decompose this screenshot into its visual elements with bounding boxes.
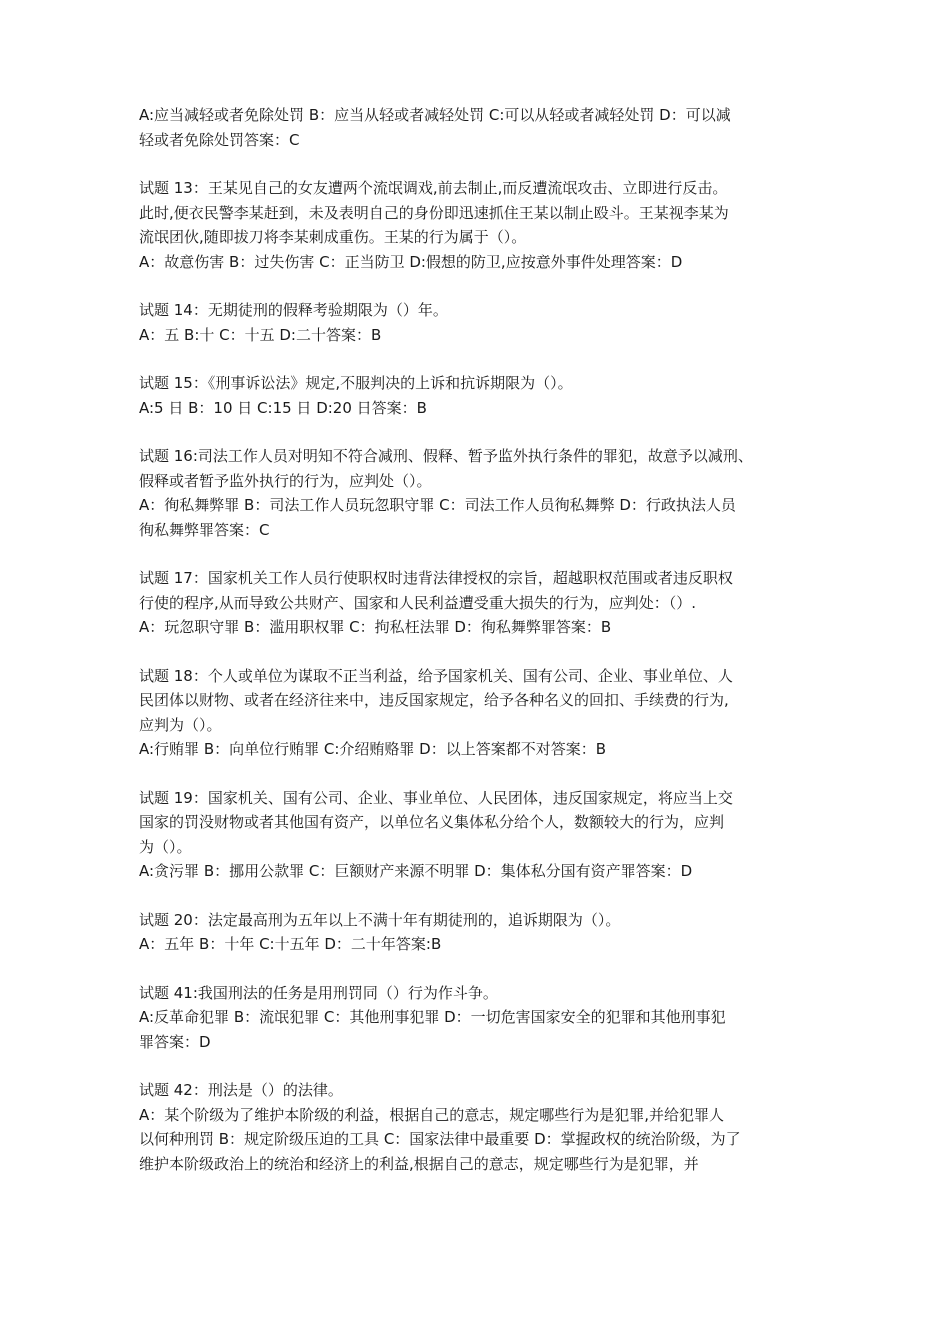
question-block — [139, 176, 839, 274]
text-line: A:反革命犯罪 B：流氓犯罪 C：其他刑事犯罪 D：一切危害国家安全的犯罪和其他刑事犯 — [139, 1008, 726, 1026]
text-line: A：故意伤害 B：过失伤害 C：正当防卫 D:假想的防卫,应按意外事件处理答案：D — [139, 252, 683, 271]
question-block — [139, 566, 839, 640]
question-block — [139, 371, 839, 420]
text-line: 试题 17：国家机关工作人员行使职权时违背法律授权的宗旨，超越职权范围或者违反职权 — [139, 569, 733, 587]
text-line: 罪答案：D — [139, 1032, 211, 1051]
question-block — [139, 664, 839, 762]
question-block — [139, 298, 839, 347]
text-line: A:行贿罪 B：向单位行贿罪 C:介绍贿赂罪 D：以上答案都不对答案：B — [139, 740, 607, 758]
text-line: 试题 42：刑法是（）的法律。 — [139, 1081, 343, 1099]
text-line: 国家的罚没财物或者其他国有资产，以单位名义集体私分给个人，数额较大的行为，应判 — [139, 813, 725, 831]
text-line: A：五 B:十 C：十五 D:二十答案：B — [139, 325, 382, 344]
text-line: 行使的程序,从而导致公共财产、国家和人民利益遭受重大损失的行为，应判处：（）. — [139, 593, 697, 612]
question-block — [139, 981, 839, 1055]
question-block — [139, 908, 839, 957]
text-line: 试题 13：王某见自己的女友遭两个流氓调戏,前去制止,而反遭流氓攻击、立即进行反击。 — [139, 179, 728, 197]
text-line: A:贪污罪 B：挪用公款罪 C：巨额财产来源不明罪 D：集体私分国有资产罪答案：D — [139, 862, 693, 880]
text-line: A：某个阶级为了维护本阶级的利益，根据自己的意志，规定哪些行为是犯罪,并给犯罪人 — [139, 1105, 725, 1124]
question-block — [139, 786, 839, 884]
text-line: A：玩忽职守罪 B：滥用职权罪 C：拘私枉法罪 D：徇私舞弊罪答案：B — [139, 618, 612, 636]
text-line: 为（）。 — [139, 837, 192, 856]
text-line: A:应当减轻或者免除处罚 B：应当从轻或者减轻处罚 C:可以从轻或者减轻处罚 D：可以减 — [139, 106, 731, 124]
question-block — [139, 444, 839, 542]
text-line: 试题 15：《刑事诉讼法》规定,不服判决的上诉和抗诉期限为（）。 — [139, 374, 573, 392]
text-line: 此时,便衣民警李某赶到，未及表明自己的身份即迅速抓住王某以制止殴斗。王某视李某为 — [139, 203, 729, 222]
text-line: 试题 14：无期徒刑的假释考验期限为（）年。 — [139, 301, 448, 319]
question-block — [139, 103, 839, 152]
text-line: 应判为（）。 — [139, 715, 222, 734]
text-line: A：五年 B：十年 C:十五年 D：二十年答案:B — [139, 935, 442, 953]
document-body — [139, 103, 839, 1200]
text-line: 轻或者免除处罚答案：C — [139, 130, 300, 149]
text-line: 维护本阶级政治上的统治和经济上的利益,根据自己的意志，规定哪些行为是犯罪，并 — [139, 1154, 699, 1173]
text-line: 试题 19：国家机关、国有公司、企业、事业单位、人民团体，违反国家规定，将应当上交 — [139, 788, 733, 807]
text-line: 流氓团伙,随即拔刀将李某刺成重伤。王某的行为属于（）。 — [139, 228, 527, 246]
text-line: 试题 41:我国刑法的任务是用刑罚同（）行为作斗争。 — [139, 983, 498, 1002]
text-line: 以何种刑罚 B：规定阶级压迫的工具 C：国家法律中最重要 D：掌握政权的统治阶级，为了 — [139, 1130, 741, 1148]
text-line: 徇私舞弊罪答案：C — [139, 520, 270, 539]
text-line: 民团体以财物、或者在经济往来中，违反国家规定，给予各种名义的回扣、手续费的行为, — [139, 691, 729, 709]
text-line: A:5 日 B：10 日 C:15 日 D:20 日答案：B — [139, 398, 427, 417]
text-line: 试题 18：个人或单位为谋取不正当利益，给予国家机关、国有公司、企业、事业单位、人 — [139, 666, 733, 685]
question-block — [139, 1078, 839, 1176]
text-line: 假释或者暂予监外执行的行为，应判处（）。 — [139, 471, 432, 490]
text-line: 试题 16:司法工作人员对明知不符合减刑、假释、暂予监外执行条件的罪犯，故意予以减刑、 — [139, 447, 753, 465]
text-line: A：徇私舞弊罪 B：司法工作人员玩忽职守罪 C：司法工作人员徇私舞弊 D：行政执法人员 — [139, 496, 736, 514]
text-line: 试题 20：法定最高刑为五年以上不满十年有期徒刑的，追诉期限为（）。 — [139, 910, 621, 929]
